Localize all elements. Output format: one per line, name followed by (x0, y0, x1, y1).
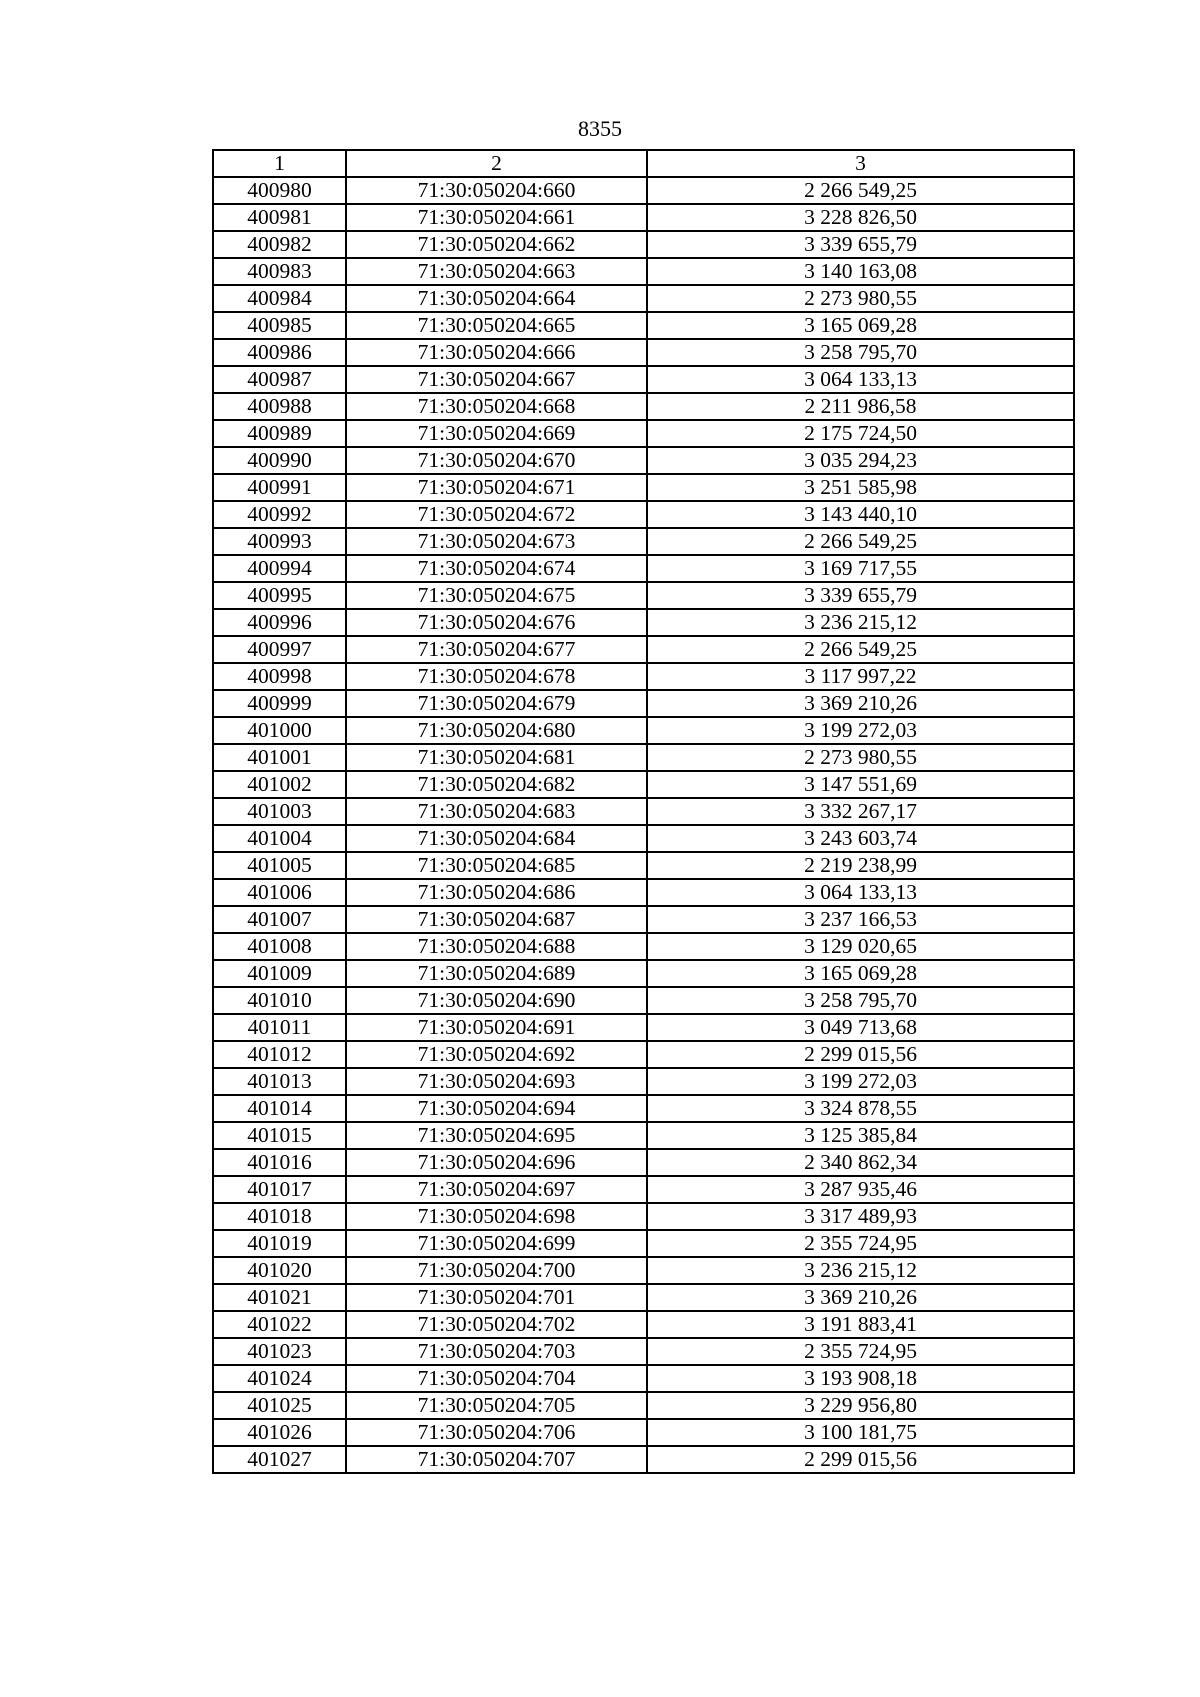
table-row (213, 798, 1074, 825)
row-number-cell: 400994 (213, 555, 346, 582)
row-number-cell: 400984 (213, 285, 346, 312)
table-row (213, 1014, 1074, 1041)
cadastral-value-cell: 3 165 069,28 (647, 312, 1074, 339)
row-number-cell: 401003 (213, 798, 346, 825)
cadastral-value-cell: 2 219 238,99 (647, 852, 1074, 879)
table-row (213, 1068, 1074, 1095)
cadastral-value-cell: 3 236 215,12 (647, 1257, 1074, 1284)
table-row (213, 339, 1074, 366)
column-header-2: 2 (346, 150, 647, 177)
cadastral-value-cell: 3 147 551,69 (647, 771, 1074, 798)
cadastral-number-cell: 71:30:050204:672 (346, 501, 647, 528)
cadastral-value-cell: 3 369 210,26 (647, 1284, 1074, 1311)
table-row (213, 1338, 1074, 1365)
cadastral-value-cell: 2 355 724,95 (647, 1230, 1074, 1257)
table-row (213, 366, 1074, 393)
row-number-cell: 401010 (213, 987, 346, 1014)
cadastral-value-cell: 2 266 549,25 (647, 177, 1074, 204)
row-number-cell: 401000 (213, 717, 346, 744)
cadastral-number-cell: 71:30:050204:674 (346, 555, 647, 582)
cadastral-number-cell: 71:30:050204:662 (346, 231, 647, 258)
cadastral-value-cell: 3 049 713,68 (647, 1014, 1074, 1041)
cadastral-number-cell: 71:30:050204:688 (346, 933, 647, 960)
cadastral-number-cell: 71:30:050204:666 (346, 339, 647, 366)
cadastral-number-cell: 71:30:050204:678 (346, 663, 647, 690)
cadastral-number-cell: 71:30:050204:691 (346, 1014, 647, 1041)
cadastral-number-cell: 71:30:050204:685 (346, 852, 647, 879)
cadastral-number-cell: 71:30:050204:667 (346, 366, 647, 393)
row-number-cell: 400992 (213, 501, 346, 528)
cadastral-value-cell: 3 339 655,79 (647, 582, 1074, 609)
cadastral-number-cell: 71:30:050204:682 (346, 771, 647, 798)
row-number-cell: 400987 (213, 366, 346, 393)
table-row (213, 636, 1074, 663)
cadastral-value-cell: 3 143 440,10 (647, 501, 1074, 528)
row-number-cell: 401023 (213, 1338, 346, 1365)
cadastral-value-cell: 2 340 862,34 (647, 1149, 1074, 1176)
row-number-cell: 401011 (213, 1014, 346, 1041)
table-body (213, 177, 1074, 1473)
row-number-cell: 401002 (213, 771, 346, 798)
table-row (213, 690, 1074, 717)
cadastral-value-cell: 2 211 986,58 (647, 393, 1074, 420)
cadastral-number-cell: 71:30:050204:702 (346, 1311, 647, 1338)
cadastral-number-cell: 71:30:050204:694 (346, 1095, 647, 1122)
table-row (213, 987, 1074, 1014)
row-number-cell: 400998 (213, 663, 346, 690)
cadastral-number-cell: 71:30:050204:660 (346, 177, 647, 204)
table-row (213, 582, 1074, 609)
cadastral-number-cell: 71:30:050204:671 (346, 474, 647, 501)
table-row (213, 1122, 1074, 1149)
row-number-cell: 401006 (213, 879, 346, 906)
table-row (213, 906, 1074, 933)
row-number-cell: 401007 (213, 906, 346, 933)
row-number-cell: 401026 (213, 1419, 346, 1446)
cadastral-number-cell: 71:30:050204:700 (346, 1257, 647, 1284)
cadastral-value-cell: 3 258 795,70 (647, 339, 1074, 366)
row-number-cell: 401017 (213, 1176, 346, 1203)
table-row (213, 555, 1074, 582)
row-number-cell: 401025 (213, 1392, 346, 1419)
table-row (213, 312, 1074, 339)
cadastral-value-cell: 2 355 724,95 (647, 1338, 1074, 1365)
column-header-3: 3 (647, 150, 1074, 177)
row-number-cell: 400989 (213, 420, 346, 447)
row-number-cell: 401015 (213, 1122, 346, 1149)
cadastral-number-cell: 71:30:050204:706 (346, 1419, 647, 1446)
cadastral-value-cell: 3 324 878,55 (647, 1095, 1074, 1122)
row-number-cell: 401001 (213, 744, 346, 771)
row-number-cell: 401008 (213, 933, 346, 960)
cadastral-value-cell: 2 299 015,56 (647, 1446, 1074, 1473)
table-row (213, 231, 1074, 258)
row-number-cell: 400986 (213, 339, 346, 366)
row-number-cell: 401020 (213, 1257, 346, 1284)
cadastral-value-cell: 3 165 069,28 (647, 960, 1074, 987)
row-number-cell: 400993 (213, 528, 346, 555)
cadastral-number-cell: 71:30:050204:697 (346, 1176, 647, 1203)
table-row (213, 1311, 1074, 1338)
row-number-cell: 400995 (213, 582, 346, 609)
cadastral-value-cell: 3 117 997,22 (647, 663, 1074, 690)
table-row (213, 744, 1074, 771)
cadastral-value-cell: 3 100 181,75 (647, 1419, 1074, 1446)
cadastral-number-cell: 71:30:050204:670 (346, 447, 647, 474)
cadastral-number-cell: 71:30:050204:695 (346, 1122, 647, 1149)
table-row (213, 960, 1074, 987)
row-number-cell: 401018 (213, 1203, 346, 1230)
cadastral-value-cell: 3 064 133,13 (647, 879, 1074, 906)
cadastral-number-cell: 71:30:050204:664 (346, 285, 647, 312)
cadastral-number-cell: 71:30:050204:677 (346, 636, 647, 663)
cadastral-number-cell: 71:30:050204:690 (346, 987, 647, 1014)
table-header (213, 150, 1074, 177)
table-row (213, 420, 1074, 447)
table-row (213, 1419, 1074, 1446)
page-number: 8355 (578, 116, 622, 141)
row-number-cell: 400996 (213, 609, 346, 636)
row-number-cell: 401027 (213, 1446, 346, 1473)
cadastral-number-cell: 71:30:050204:668 (346, 393, 647, 420)
cadastral-number-cell: 71:30:050204:705 (346, 1392, 647, 1419)
table-row (213, 1203, 1074, 1230)
table-row (213, 663, 1074, 690)
cadastral-value-cell: 3 191 883,41 (647, 1311, 1074, 1338)
cadastral-number-cell: 71:30:050204:679 (346, 690, 647, 717)
row-number-cell: 401019 (213, 1230, 346, 1257)
cadastral-value-cell: 3 243 603,74 (647, 825, 1074, 852)
cadastral-value-table (212, 149, 1075, 1474)
table-row (213, 1446, 1074, 1473)
row-number-cell: 400983 (213, 258, 346, 285)
table-row (213, 609, 1074, 636)
cadastral-number-cell: 71:30:050204:683 (346, 798, 647, 825)
cadastral-value-cell: 3 236 215,12 (647, 609, 1074, 636)
cadastral-value-cell: 3 125 385,84 (647, 1122, 1074, 1149)
row-number-cell: 401004 (213, 825, 346, 852)
row-number-cell: 400991 (213, 474, 346, 501)
table-row (213, 258, 1074, 285)
cadastral-number-cell: 71:30:050204:661 (346, 204, 647, 231)
cadastral-value-cell: 2 299 015,56 (647, 1041, 1074, 1068)
row-number-cell: 401012 (213, 1041, 346, 1068)
cadastral-number-cell: 71:30:050204:684 (346, 825, 647, 852)
table-row (213, 1365, 1074, 1392)
row-number-cell: 401005 (213, 852, 346, 879)
cadastral-number-cell: 71:30:050204:675 (346, 582, 647, 609)
header-row (213, 150, 1074, 177)
row-number-cell: 400981 (213, 204, 346, 231)
table-row (213, 474, 1074, 501)
table-row (213, 1095, 1074, 1122)
table-row (213, 1392, 1074, 1419)
table-row (213, 393, 1074, 420)
table-row (213, 933, 1074, 960)
cadastral-number-cell: 71:30:050204:699 (346, 1230, 647, 1257)
table-row (213, 447, 1074, 474)
cadastral-value-cell: 3 129 020,65 (647, 933, 1074, 960)
cadastral-value-cell: 3 035 294,23 (647, 447, 1074, 474)
cadastral-number-cell: 71:30:050204:696 (346, 1149, 647, 1176)
cadastral-value-cell: 3 169 717,55 (647, 555, 1074, 582)
row-number-cell: 401013 (213, 1068, 346, 1095)
cadastral-number-cell: 71:30:050204:698 (346, 1203, 647, 1230)
cadastral-number-cell: 71:30:050204:687 (346, 906, 647, 933)
table-row (213, 177, 1074, 204)
cadastral-value-cell: 3 237 166,53 (647, 906, 1074, 933)
table-row (213, 501, 1074, 528)
row-number-cell: 401009 (213, 960, 346, 987)
row-number-cell: 401022 (213, 1311, 346, 1338)
row-number-cell: 401016 (213, 1149, 346, 1176)
cadastral-value-cell: 3 369 210,26 (647, 690, 1074, 717)
cadastral-value-cell: 2 266 549,25 (647, 528, 1074, 555)
cadastral-value-cell: 2 175 724,50 (647, 420, 1074, 447)
cadastral-number-cell: 71:30:050204:701 (346, 1284, 647, 1311)
cadastral-value-cell: 3 258 795,70 (647, 987, 1074, 1014)
table-row (213, 1176, 1074, 1203)
cadastral-value-cell: 3 193 908,18 (647, 1365, 1074, 1392)
cadastral-value-cell: 3 228 826,50 (647, 204, 1074, 231)
cadastral-number-cell: 71:30:050204:693 (346, 1068, 647, 1095)
table-row (213, 285, 1074, 312)
row-number-cell: 401024 (213, 1365, 346, 1392)
cadastral-number-cell: 71:30:050204:707 (346, 1446, 647, 1473)
row-number-cell: 400988 (213, 393, 346, 420)
cadastral-value-cell: 3 317 489,93 (647, 1203, 1074, 1230)
cadastral-value-cell: 3 199 272,03 (647, 1068, 1074, 1095)
table-row (213, 204, 1074, 231)
cadastral-value-cell: 3 332 267,17 (647, 798, 1074, 825)
row-number-cell: 400990 (213, 447, 346, 474)
cadastral-number-cell: 71:30:050204:663 (346, 258, 647, 285)
cadastral-number-cell: 71:30:050204:703 (346, 1338, 647, 1365)
cadastral-number-cell: 71:30:050204:704 (346, 1365, 647, 1392)
column-header-1: 1 (213, 150, 346, 177)
row-number-cell: 400982 (213, 231, 346, 258)
cadastral-number-cell: 71:30:050204:680 (346, 717, 647, 744)
table-row (213, 528, 1074, 555)
cadastral-number-cell: 71:30:050204:686 (346, 879, 647, 906)
cadastral-number-cell: 71:30:050204:669 (346, 420, 647, 447)
cadastral-value-cell: 2 273 980,55 (647, 285, 1074, 312)
cadastral-value-cell: 3 140 163,08 (647, 258, 1074, 285)
cadastral-value-cell: 3 287 935,46 (647, 1176, 1074, 1203)
table-row (213, 1284, 1074, 1311)
cadastral-number-cell: 71:30:050204:681 (346, 744, 647, 771)
table-row (213, 771, 1074, 798)
row-number-cell: 401014 (213, 1095, 346, 1122)
table-row (213, 1230, 1074, 1257)
cadastral-number-cell: 71:30:050204:689 (346, 960, 647, 987)
cadastral-value-cell: 2 273 980,55 (647, 744, 1074, 771)
table-row (213, 1257, 1074, 1284)
cadastral-value-cell: 3 339 655,79 (647, 231, 1074, 258)
cadastral-value-cell: 3 251 585,98 (647, 474, 1074, 501)
cadastral-number-cell: 71:30:050204:665 (346, 312, 647, 339)
table-row (213, 1041, 1074, 1068)
cadastral-value-cell: 3 229 956,80 (647, 1392, 1074, 1419)
cadastral-number-cell: 71:30:050204:673 (346, 528, 647, 555)
table-row (213, 852, 1074, 879)
table-row (213, 1149, 1074, 1176)
cadastral-number-cell: 71:30:050204:692 (346, 1041, 647, 1068)
row-number-cell: 400999 (213, 690, 346, 717)
cadastral-value-cell: 2 266 549,25 (647, 636, 1074, 663)
cadastral-number-cell: 71:30:050204:676 (346, 609, 647, 636)
table-row (213, 879, 1074, 906)
row-number-cell: 400997 (213, 636, 346, 663)
table-row (213, 825, 1074, 852)
row-number-cell: 400980 (213, 177, 346, 204)
row-number-cell: 400985 (213, 312, 346, 339)
table-row (213, 717, 1074, 744)
cadastral-value-cell: 3 064 133,13 (647, 366, 1074, 393)
cadastral-value-cell: 3 199 272,03 (647, 717, 1074, 744)
row-number-cell: 401021 (213, 1284, 346, 1311)
